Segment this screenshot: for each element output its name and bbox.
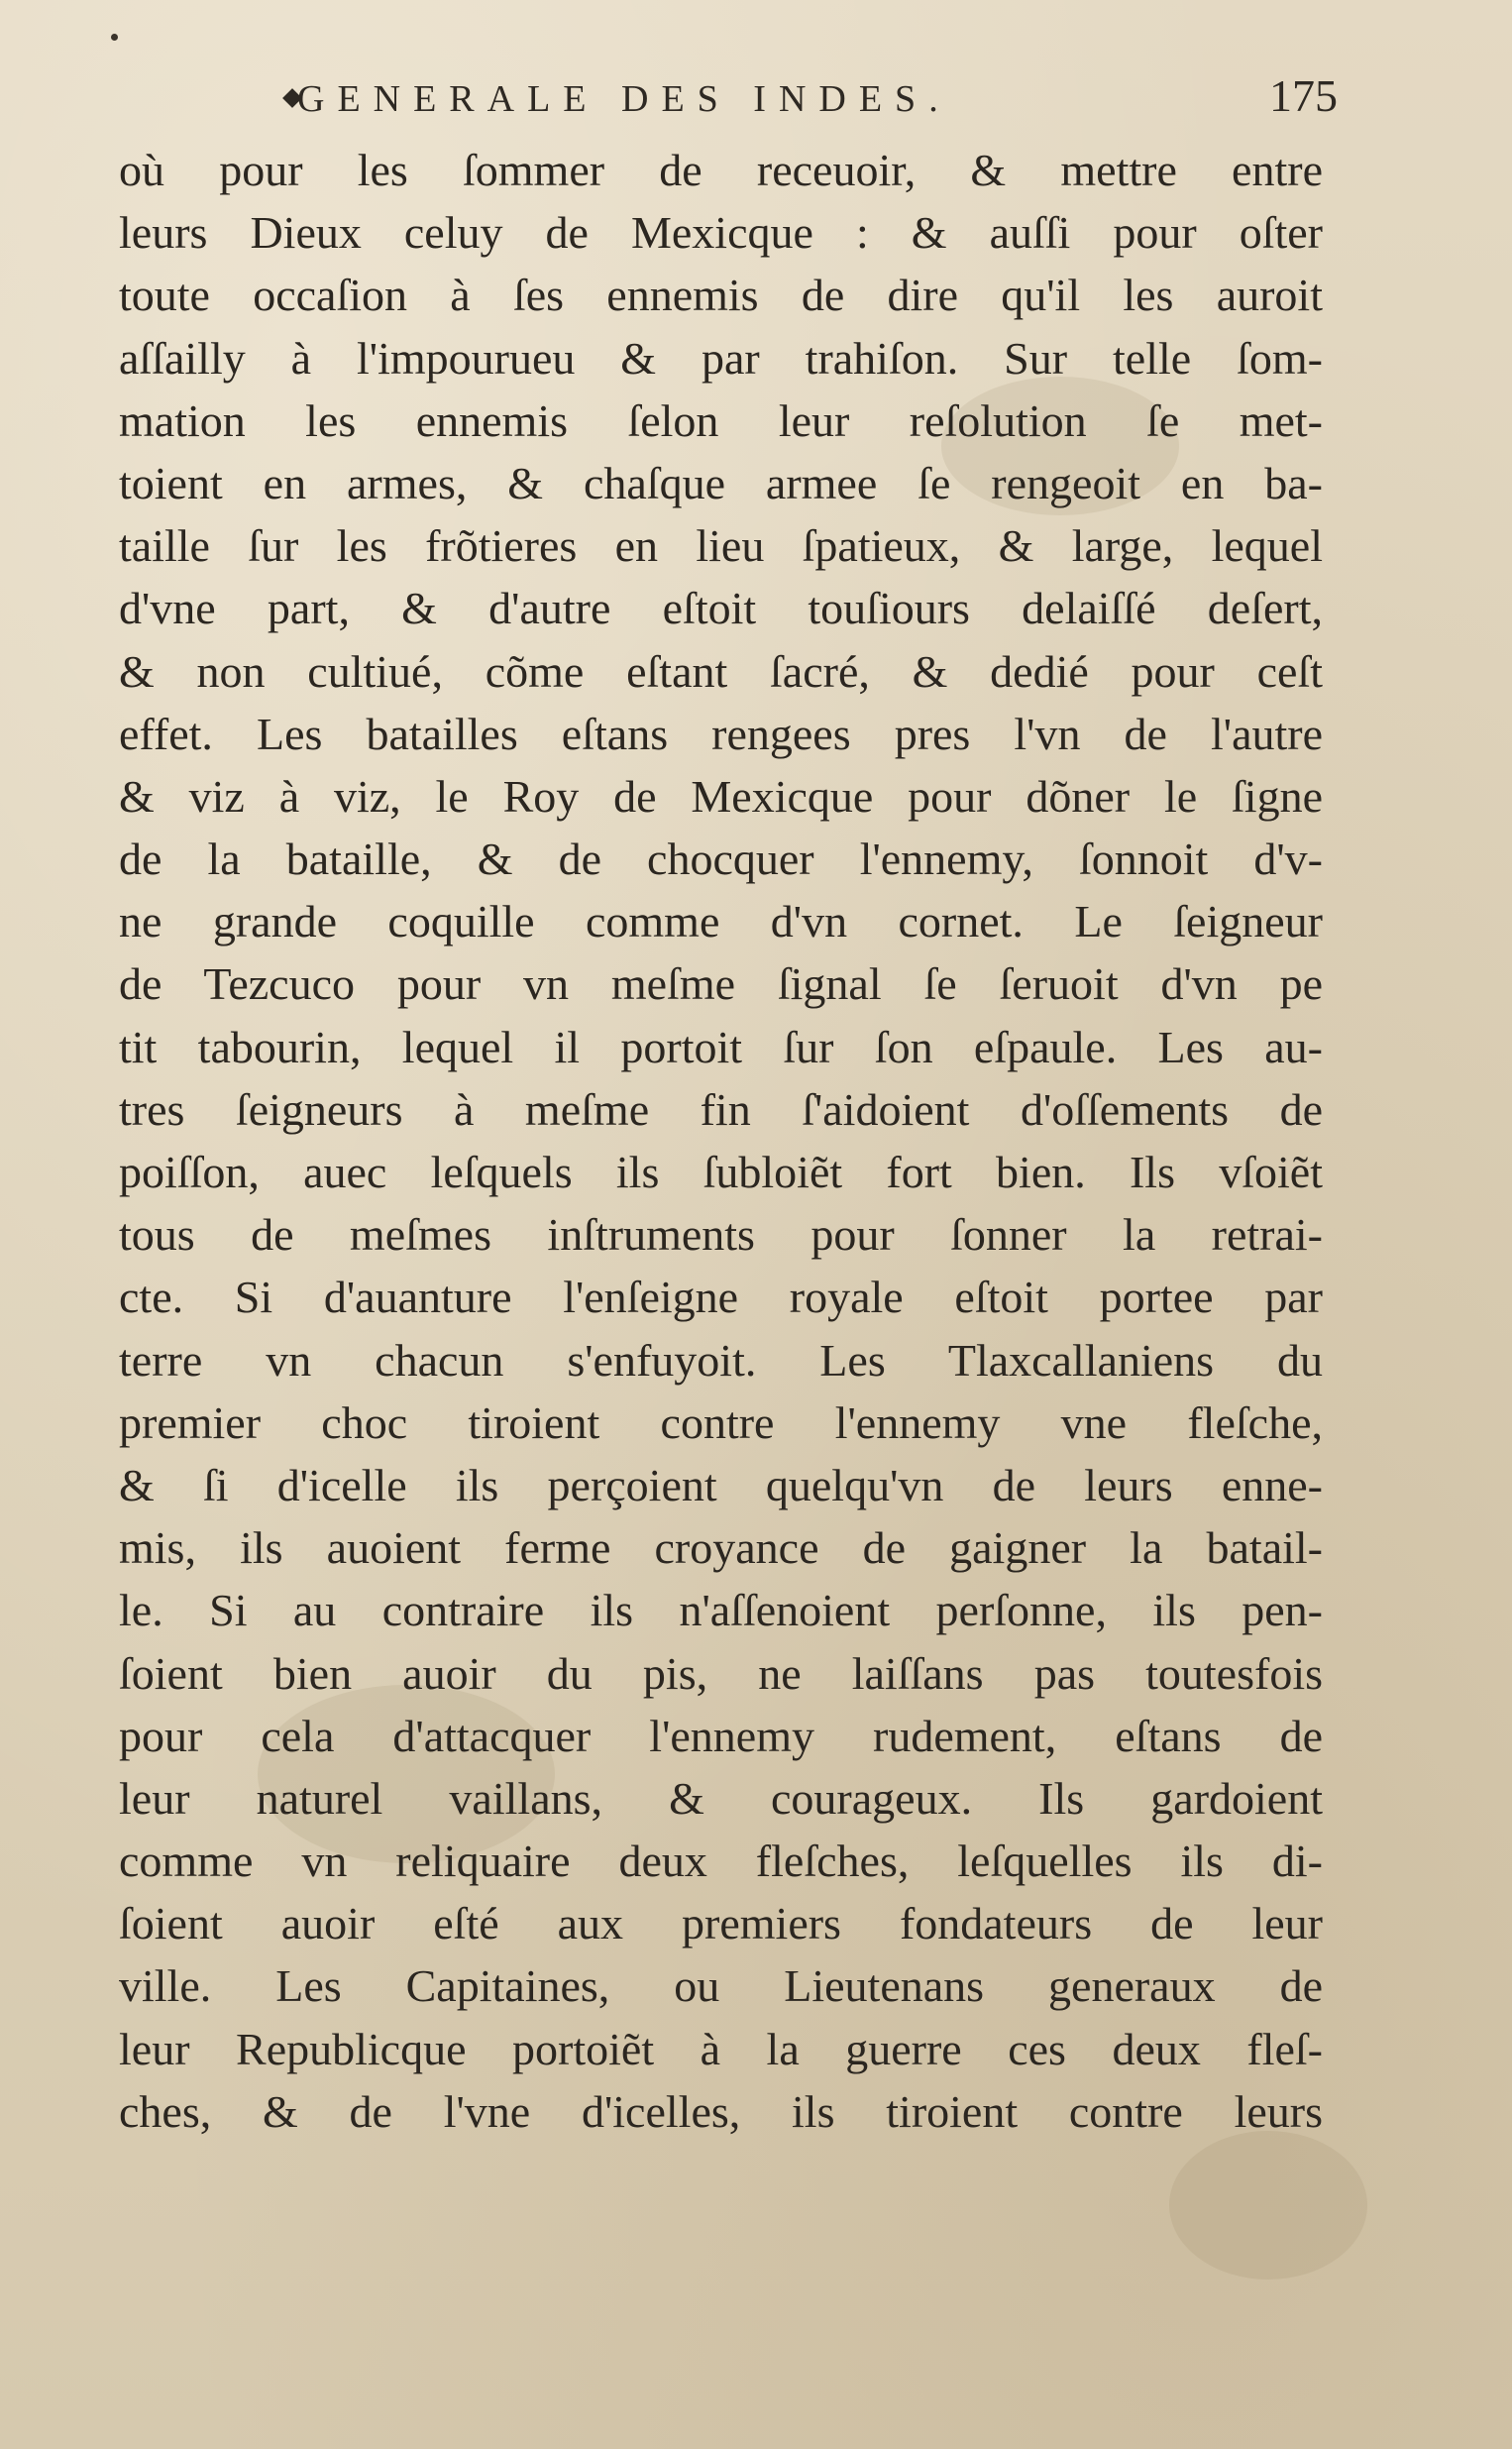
text-line: taille ſur les frõtieres en lieu ſpatieux, & large, lequel — [119, 520, 1323, 572]
text-line: le. Si au contraire ils n'aſſenoient perſonne, ils pen- — [119, 1585, 1323, 1636]
text-line: & ſi d'icelle ils perçoient quelqu'vn de leurs enne- — [119, 1459, 1323, 1510]
text-line: leurs Dieux celuy de Mexicque : & auſſi pour oſter — [119, 207, 1323, 259]
text-line: de la bataille, & de chocquer l'ennemy, ſonnoit d'v- — [119, 834, 1323, 885]
text-line: cte. Si d'auanture l'enſeigne royale eſtoit portee par — [119, 1272, 1323, 1323]
text-line: ſoient auoir eſté aux premiers fondateurs de leur — [119, 1898, 1323, 1949]
text-line: premier choc tiroient contre l'ennemy vne fleſche, — [119, 1396, 1323, 1448]
text-line: pour cela d'attacquer l'ennemy rudement, eſtans de — [119, 1710, 1323, 1761]
text-line: mis, ils auoient ferme croyance de gaigner la batail- — [119, 1522, 1323, 1574]
text-line: tous de meſmes inſtruments pour ſonner la retrai- — [119, 1209, 1323, 1261]
text-line: toute occaſion à ſes ennemis de dire qu'il les auroit — [119, 270, 1323, 321]
text-line: leur Republicque portoiẽt à la guerre ces deux fleſ- — [119, 2023, 1323, 2074]
ink-speck — [111, 34, 118, 41]
text-line: & non cultiué, cõme eſtant ſacré, & dedié pour ceſt — [119, 645, 1323, 697]
text-line: terre vn chacun s'enfuyoit. Les Tlaxcallaniens du — [119, 1334, 1323, 1386]
text-line: ville. Les Capitaines, ou Lieutenans generaux de — [119, 1960, 1323, 2012]
text-line: d'vne part, & d'autre eſtoit touſiours delaiſſé deſert, — [119, 583, 1323, 634]
text-line: toient en armes, & chaſque armee ſe rengeoit en ba- — [119, 457, 1323, 508]
text-line: leur naturel vaillans, & courageux. Ils gardoient — [119, 1772, 1323, 1824]
body-text — [119, 139, 1323, 2143]
text-line: ne grande coquille comme d'vn cornet. Le ſeigneur — [119, 896, 1323, 947]
text-line: mation les ennemis ſelon leur reſolution ſe met- — [119, 394, 1323, 446]
text-line: de Tezcuco pour vn meſme ſignal ſe ſeruoit d'vn pe — [119, 958, 1323, 1010]
running-title: GENERALE DES INDES. — [297, 78, 951, 120]
text-line: effet. Les batailles eſtans rengees pres l'vn de l'autre — [119, 708, 1323, 759]
running-head — [119, 69, 1338, 129]
text-line: où pour les ſommer de receuoir, & mettre entre — [119, 145, 1323, 195]
text-line: tit tabourin, lequel il portoit ſur ſon eſpaule. Les au- — [119, 1021, 1323, 1072]
text-line: poiſſon, auec leſquels ils ſubloiẽt fort bien. Ils vſoiẽt — [119, 1147, 1323, 1197]
text-line: tres ſeigneurs à meſme fin ſ'aidoient d'oſſements de — [119, 1083, 1323, 1135]
paper-stain — [1169, 2131, 1367, 2280]
text-line: comme vn reliquaire deux fleſches, leſquelles ils di- — [119, 1836, 1323, 1887]
text-line: ſoient bien auoir du pis, ne laiſſans pas toutesfois — [119, 1647, 1323, 1699]
page-number: 175 — [1269, 70, 1338, 121]
text-line: aſſailly à l'impourueu & par trahiſon. Sur telle ſom- — [119, 332, 1323, 384]
text-line: ches, & de l'vne d'icelles, ils tiroient contre leurs — [119, 2085, 1323, 2137]
text-line: & viz à viz, le Roy de Mexicque pour dõner le ſigne — [119, 770, 1323, 822]
